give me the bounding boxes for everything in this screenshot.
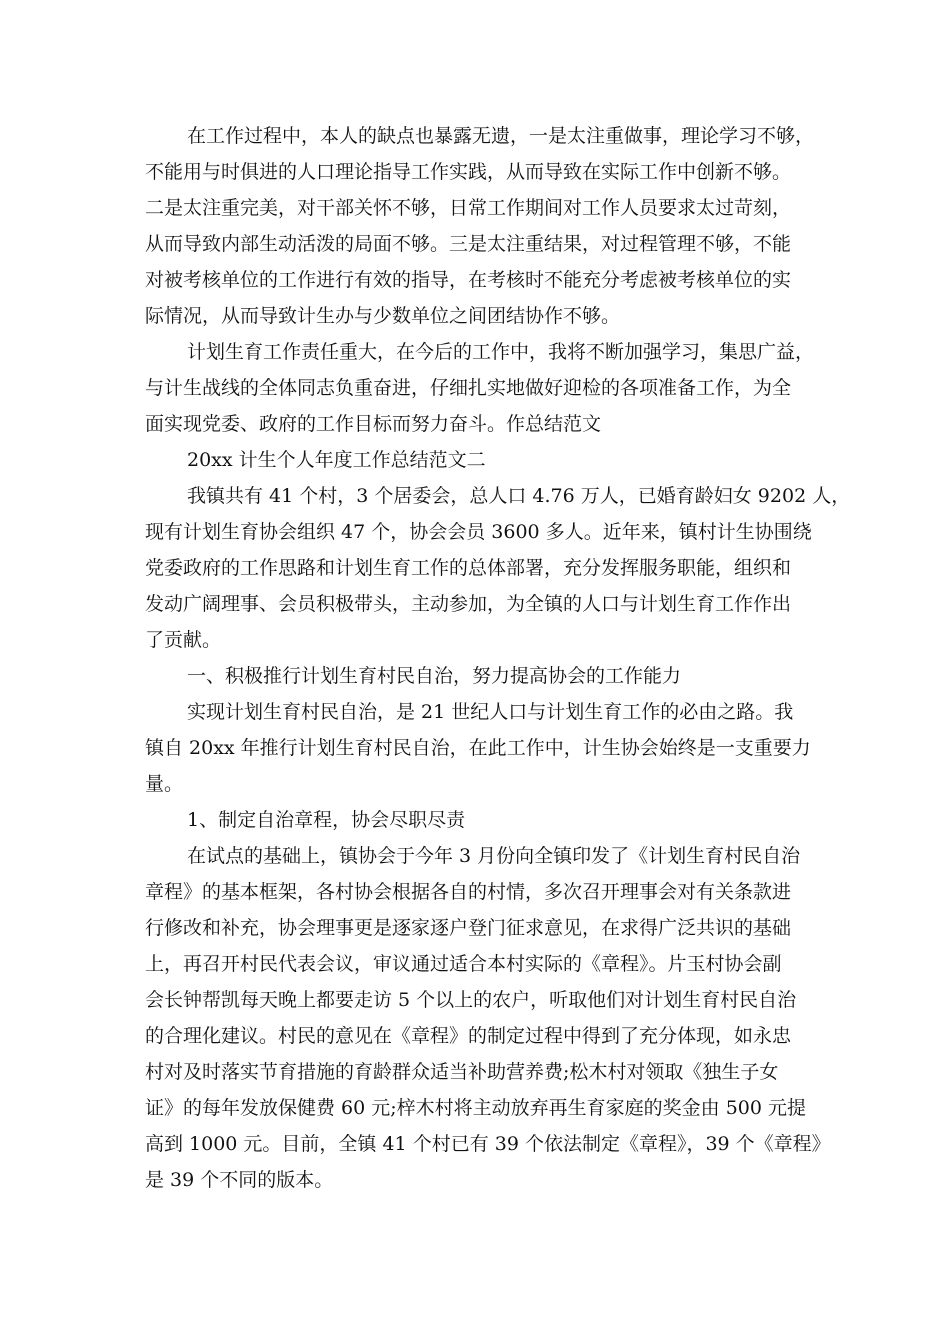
text-line: 证》的每年发放保健费 60 元;梓木村将主动放弃再生育家庭的奖金由 500 元提 [145, 1097, 807, 1119]
text-line: 1、制定自治章程，协会尽职尽责 [187, 809, 466, 831]
text-line: 20xx 计生个人年度工作总结范文二 [187, 449, 486, 471]
text-line: 会长钟帮凯每天晚上都要走访 5 个以上的农户，听取他们对计划生育村民自治 [145, 989, 797, 1011]
text-line: 发动广阔理事、会员积极带头，主动参加，为全镇的人口与计划生育工作作出 [145, 593, 792, 615]
text-line: 了贡献。 [145, 629, 222, 651]
text-line: 际情况，从而导致计生办与少数单位之间团结协作不够。 [145, 305, 621, 327]
text-line: 量。 [145, 773, 184, 795]
text-line: 的合理化建议。村民的意见在《章程》的制定过程中得到了充分体现，如永忠 [145, 1025, 792, 1047]
text-line: 实现计划生育村民自治，是 21 世纪人口与计划生育工作的必由之路。我 [187, 701, 794, 723]
text-line: 面实现党委、政府的工作目标而努力奋斗。作总结范文 [145, 413, 602, 435]
text-line: 一、积极推行计划生育村民自治，努力提高协会的工作能力 [187, 665, 682, 687]
text-line: 上，再召开村民代表会议，审议通过适合本村实际的《章程》。片玉村协会副 [145, 953, 782, 975]
text-line: 高到 1000 元。目前，全镇 41 个村已有 39 个依法制定《章程》，39 个《章程》 [145, 1133, 831, 1155]
text-line: 在试点的基础上，镇协会于今年 3 月份向全镇印发了《计划生育村民自治 [187, 845, 801, 867]
text-line: 我镇共有 41 个村，3 个居委会，总人口 4.76 万人，已婚育龄妇女 9202 人， [187, 485, 851, 507]
text-line: 现有计划生育协会组织 47 个，协会会员 3600 多人。近年来，镇村计生协围绕 [145, 521, 812, 543]
text-line: 党委政府的工作思路和计划生育工作的总体部署，充分发挥服务职能，组织和 [145, 557, 792, 579]
text-line: 对被考核单位的工作进行有效的指导，在考核时不能充分考虑被考核单位的实 [145, 269, 792, 291]
text-line: 镇自 20xx 年推行计划生育村民自治，在此工作中，计生协会始终是一支重要力 [145, 737, 811, 759]
text-line: 与计生战线的全体同志负重奋进，仔细扎实地做好迎检的各项准备工作，为全 [145, 377, 792, 399]
text-line: 从而导致内部生动活泼的局面不够。三是太注重结果，对过程管理不够，不能 [145, 233, 792, 255]
text-line: 村对及时落实节育措施的育龄群众适当补助营养费;松木村对领取《独生子女 [145, 1061, 779, 1083]
text-line: 计划生育工作责任重大，在今后的工作中，我将不断加强学习，集思广益， [187, 341, 815, 363]
document-body [145, 118, 851, 1198]
text-line: 不能用与时俱进的人口理论指导工作实践，从而导致在实际工作中创新不够。 [145, 161, 792, 183]
text-line: 在工作过程中，本人的缺点也暴露无遗，一是太注重做事，理论学习不够， [187, 125, 815, 147]
text-line: 二是太注重完美，对干部关怀不够，日常工作期间对工作人员要求太过苛刻， [145, 197, 792, 219]
text-line: 行修改和补充，协会理事更是逐家逐户登门征求意见，在求得广泛共识的基础 [145, 917, 792, 939]
text-line: 是 39 个不同的版本。 [145, 1169, 334, 1191]
text-line: 章程》的基本框架，各村协会根据各自的村情，多次召开理事会对有关条款进 [145, 881, 792, 903]
